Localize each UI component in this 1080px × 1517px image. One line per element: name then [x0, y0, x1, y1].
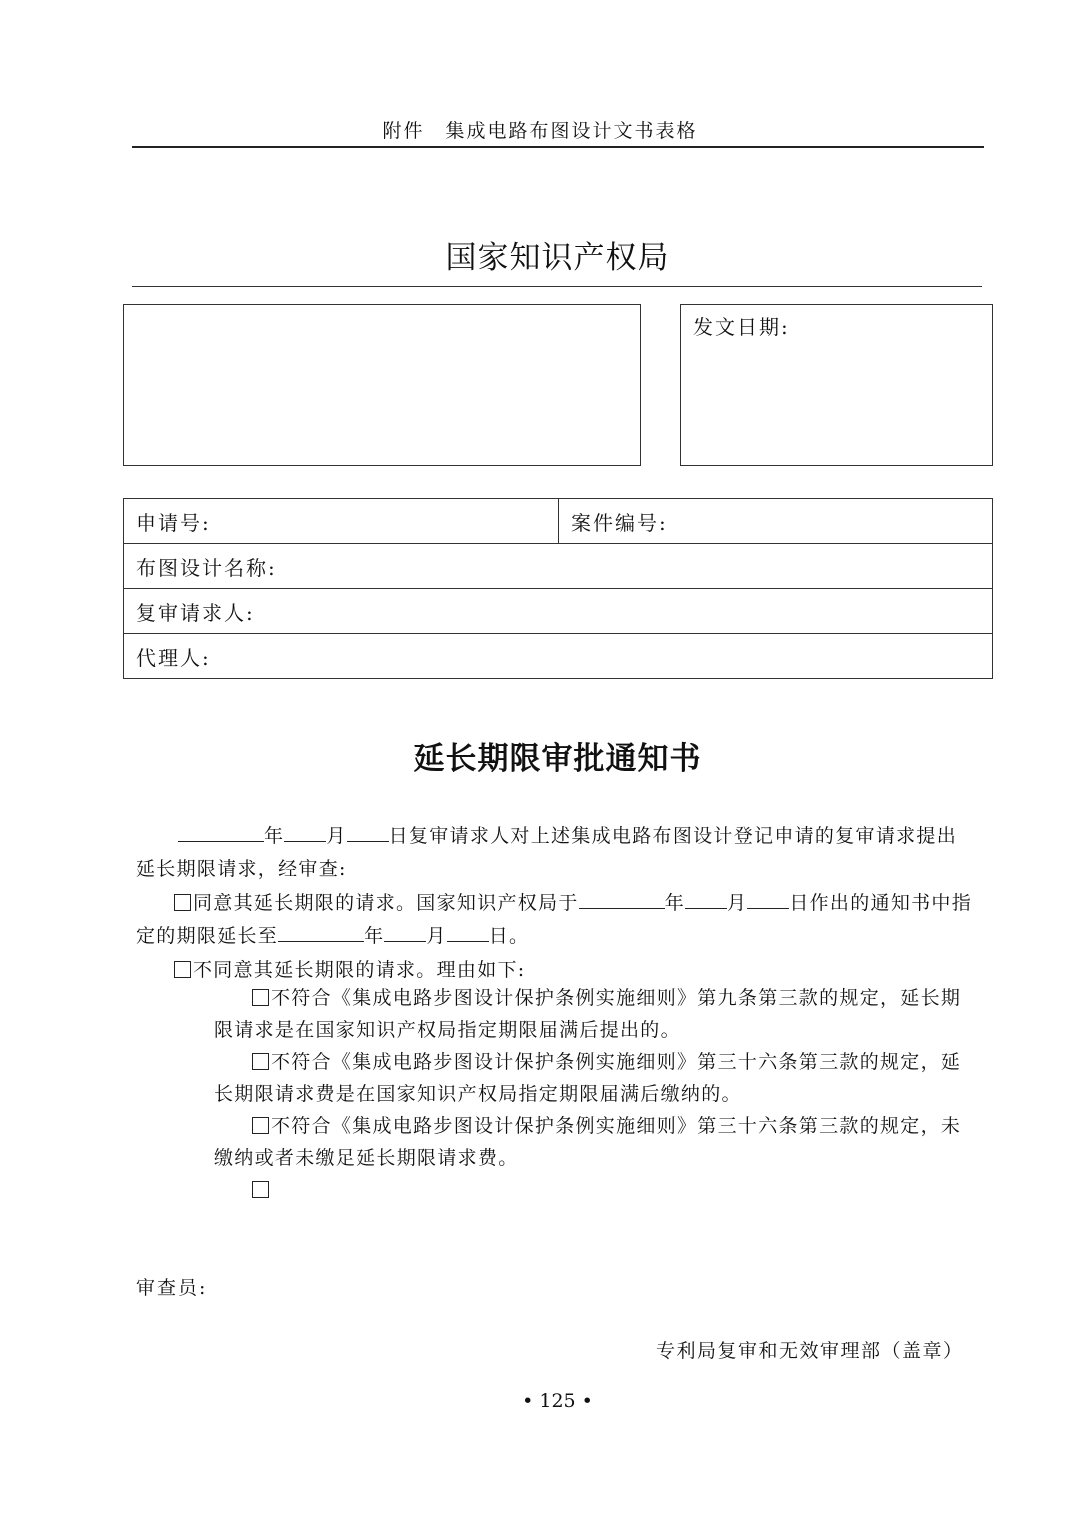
table-row: [124, 499, 993, 544]
reason-other-checkbox[interactable]: [252, 1181, 269, 1198]
year-blank[interactable]: [278, 923, 364, 942]
reason-3: 不符合《集成电路步图设计保护条例实施细则》第三十六条第三款的规定，未: [252, 1108, 961, 1144]
disagree-checkbox[interactable]: [174, 961, 191, 978]
intro-line-1: 年 月 日复审请求人对上述集成电路布图设计登记申请的复审请求提出: [178, 818, 957, 854]
year-blank[interactable]: [579, 890, 665, 909]
reason-3-checkbox[interactable]: [252, 1117, 269, 1134]
page-header: 附件 集成电路布图设计文书表格: [382, 120, 698, 142]
examiner-label: 审查员:: [136, 1277, 208, 1299]
day-blank[interactable]: [447, 923, 489, 942]
month-blank[interactable]: [384, 923, 426, 942]
reason-1-line-2: 限请求是在国家知识产权局指定期限届满后提出的。: [214, 1019, 681, 1041]
table-row: [124, 634, 993, 679]
application-no-cell: 申请号:: [124, 499, 559, 544]
agent-cell: 代理人:: [124, 634, 993, 679]
agree-option-line-2: 定的期限延长至 年 月 日。: [136, 925, 530, 947]
intro-line-2: 延长期限请求，经审查:: [136, 858, 347, 880]
address-box: [123, 304, 641, 466]
agree-option: 同意其延长期限的请求。国家知识产权局于 年 月 日作出的通知书中指: [174, 885, 972, 921]
disagree-option: 不同意其延长期限的请求。理由如下:: [174, 952, 526, 988]
department-seal: 专利局复审和无效审理部（盖章）: [656, 1340, 964, 1362]
reason-2-checkbox[interactable]: [252, 1053, 269, 1070]
case-info-table: [123, 498, 993, 679]
org-title-rule: [132, 286, 982, 287]
org-title: 国家知识产权局: [445, 240, 670, 276]
reason-1: 不符合《集成电路步图设计保护条例实施细则》第九条第三款的规定，延长期: [252, 980, 961, 1016]
page-number: • 125 •: [522, 1390, 593, 1412]
agree-checkbox[interactable]: [174, 894, 191, 911]
reason-3-line-2: 缴纳或者未缴足延长期限请求费。: [214, 1147, 519, 1169]
table-row: [124, 589, 993, 634]
month-blank[interactable]: [284, 823, 326, 842]
reason-2: 不符合《集成电路步图设计保护条例实施细则》第三十六条第三款的规定，延: [252, 1044, 961, 1080]
table-row: [124, 544, 993, 589]
reason-1-checkbox[interactable]: [252, 989, 269, 1006]
reason-other: [252, 1172, 271, 1208]
date-label: 发文日期:: [693, 315, 790, 339]
day-blank[interactable]: [347, 823, 389, 842]
reason-2-line-2: 长期限请求费是在国家知识产权局指定期限届满后缴纳的。: [214, 1083, 742, 1105]
day-blank[interactable]: [747, 890, 789, 909]
case-no-cell: 案件编号:: [559, 499, 993, 544]
header-rule: [132, 146, 984, 148]
requester-cell: 复审请求人:: [124, 589, 993, 634]
month-blank[interactable]: [685, 890, 727, 909]
date-box: [680, 304, 993, 466]
design-name-cell: 布图设计名称:: [124, 544, 993, 589]
year-blank[interactable]: [178, 823, 264, 842]
notice-title: 延长期限审批通知书: [413, 741, 702, 777]
